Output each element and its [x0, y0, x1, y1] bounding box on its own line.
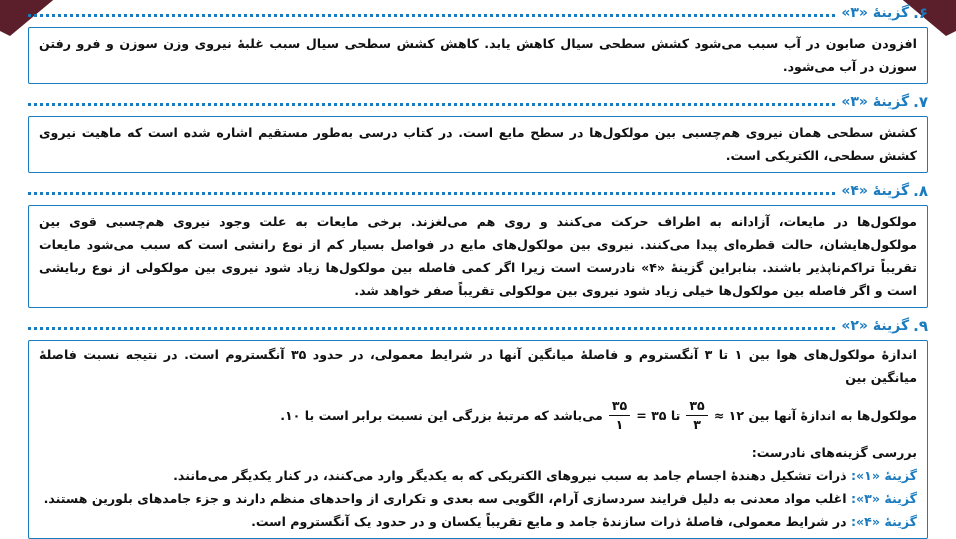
answer-text: مولکول‌ها در مایعات، آزادانه به اطراف حرکت می‌کنند و روی هم می‌لغزند. برخی مایعات به علت وجود نیروی هم‌چسبی قوی بین مولکول‌هایشان، حالت قطره‌ای پیدا می‌کنند. نیروی بین مولکول‌های مایع در فواصل بسیار کم از نوع رانشی است که سبب می‌شود مایعات تقریباً تراکم‌ناپذیر باشند. بنابراین گزینهٔ «۴» نادرست است زیرا اگر کمی فاصله بین مولکول‌ها زیاد شود نیروی بین مولکولی از نوع ربایشی است و اگر فاصله بین مولکول‌ها خیلی زیاد شود نیروی بین مولکولی تقریباً صفر خواهد شد.	[39, 214, 917, 298]
answer-label: گزینهٔ «۳»	[841, 5, 910, 21]
question-8	[28, 179, 928, 308]
question-header	[28, 314, 928, 338]
option-label: گزینهٔ «۴»:	[850, 514, 917, 529]
option-label: گزینهٔ «۳»:	[850, 491, 917, 506]
ratio-line	[39, 389, 917, 441]
answer-box	[28, 116, 928, 173]
fraction-numerator: ۳۵	[686, 397, 707, 416]
question-9	[28, 314, 928, 539]
dotted-divider	[28, 103, 835, 106]
question-header	[28, 1, 928, 25]
fraction-denominator: ۱	[615, 416, 624, 432]
option-review-1	[39, 464, 917, 487]
ratio-conclusion: می‌باشد که مرتبهٔ بزرگی این نسبت برابر است با ۱۰.	[280, 407, 603, 423]
option-text: در شرایط معمولی، فاصلهٔ ذرات سازندهٔ جامد و مایع تقریباً یکسان و در حدود یک آنگستروم است.	[251, 514, 847, 529]
question-header	[28, 179, 928, 203]
review-heading: بررسی گزینه‌های نادرست:	[751, 445, 917, 460]
answer-label: گزینهٔ «۳»	[841, 94, 910, 110]
option-label: گزینهٔ «۱»:	[850, 468, 917, 483]
question-6	[28, 1, 928, 84]
dotted-divider	[28, 192, 835, 195]
answer-box	[28, 27, 928, 84]
answer-text: کشش سطحی همان نیروی هم‌چسبی بین مولکول‌ها در سطح مایع است. در کتاب درسی به‌طور مستقیم اشاره شده است که ماهیت نیروی کشش سطحی، الکتریکی است.	[39, 125, 917, 163]
fraction-numerator: ۳۵	[609, 397, 630, 416]
option-text: ذرات تشکیل دهندهٔ اجسام جامد به سبب نیروهای الکتریکی که به یکدیگر وارد می‌کنند، در کنار یکدیگر می‌مانند.	[173, 468, 847, 483]
ratio-intro: مولکول‌ها به اندازهٔ آنها بین	[748, 407, 917, 423]
answer-text-line-1: اندازهٔ مولکول‌های هوا بین ۱ تا ۳ آنگستروم و فاصلهٔ میانگین آنها در شرایط معمولی، در حدود ۳۵ آنگستروم است. در نتیجه نسبت فاصلهٔ میانگین بین	[39, 347, 918, 385]
fraction-denominator: ۳	[693, 416, 701, 432]
answer-label: گزینهٔ «۴»	[841, 183, 910, 199]
question-number: ۶.	[913, 4, 928, 22]
dotted-divider	[28, 327, 835, 330]
answer-box	[28, 205, 928, 308]
option-review-4	[39, 510, 917, 533]
question-number: ۹.	[913, 317, 928, 335]
fraction-35-over-1	[609, 397, 630, 434]
answer-text: افزودن صابون در آب سبب می‌شود کشش سطحی سیال کاهش یابد. کاهش کشش سطحی سیال سبب غلبهٔ نیروی وزن سوزن و فرو رفتن سوزن در آب می‌شود.	[39, 36, 917, 74]
approx-value: ۱۲ ≈	[713, 407, 745, 423]
dotted-divider	[28, 14, 835, 17]
question-7	[28, 90, 928, 173]
option-review-3	[39, 487, 917, 510]
question-number: ۷.	[913, 93, 928, 111]
option-text: اغلب مواد معدنی به دلیل فرایند سردسازی آرام، الگویی سه بعدی و تکراری از واحدهای منظم دارند و جزء جامدهای بلورین هستند.	[43, 491, 847, 506]
answer-box	[28, 340, 928, 539]
answer-label: گزینهٔ «۲»	[841, 318, 910, 334]
equals-value: ۳۵ =	[636, 407, 667, 423]
question-header	[28, 90, 928, 114]
between-word: تا	[670, 407, 681, 423]
question-number: ۸.	[913, 182, 928, 200]
fraction-35-over-3	[686, 397, 707, 434]
answer-page	[28, 0, 928, 529]
